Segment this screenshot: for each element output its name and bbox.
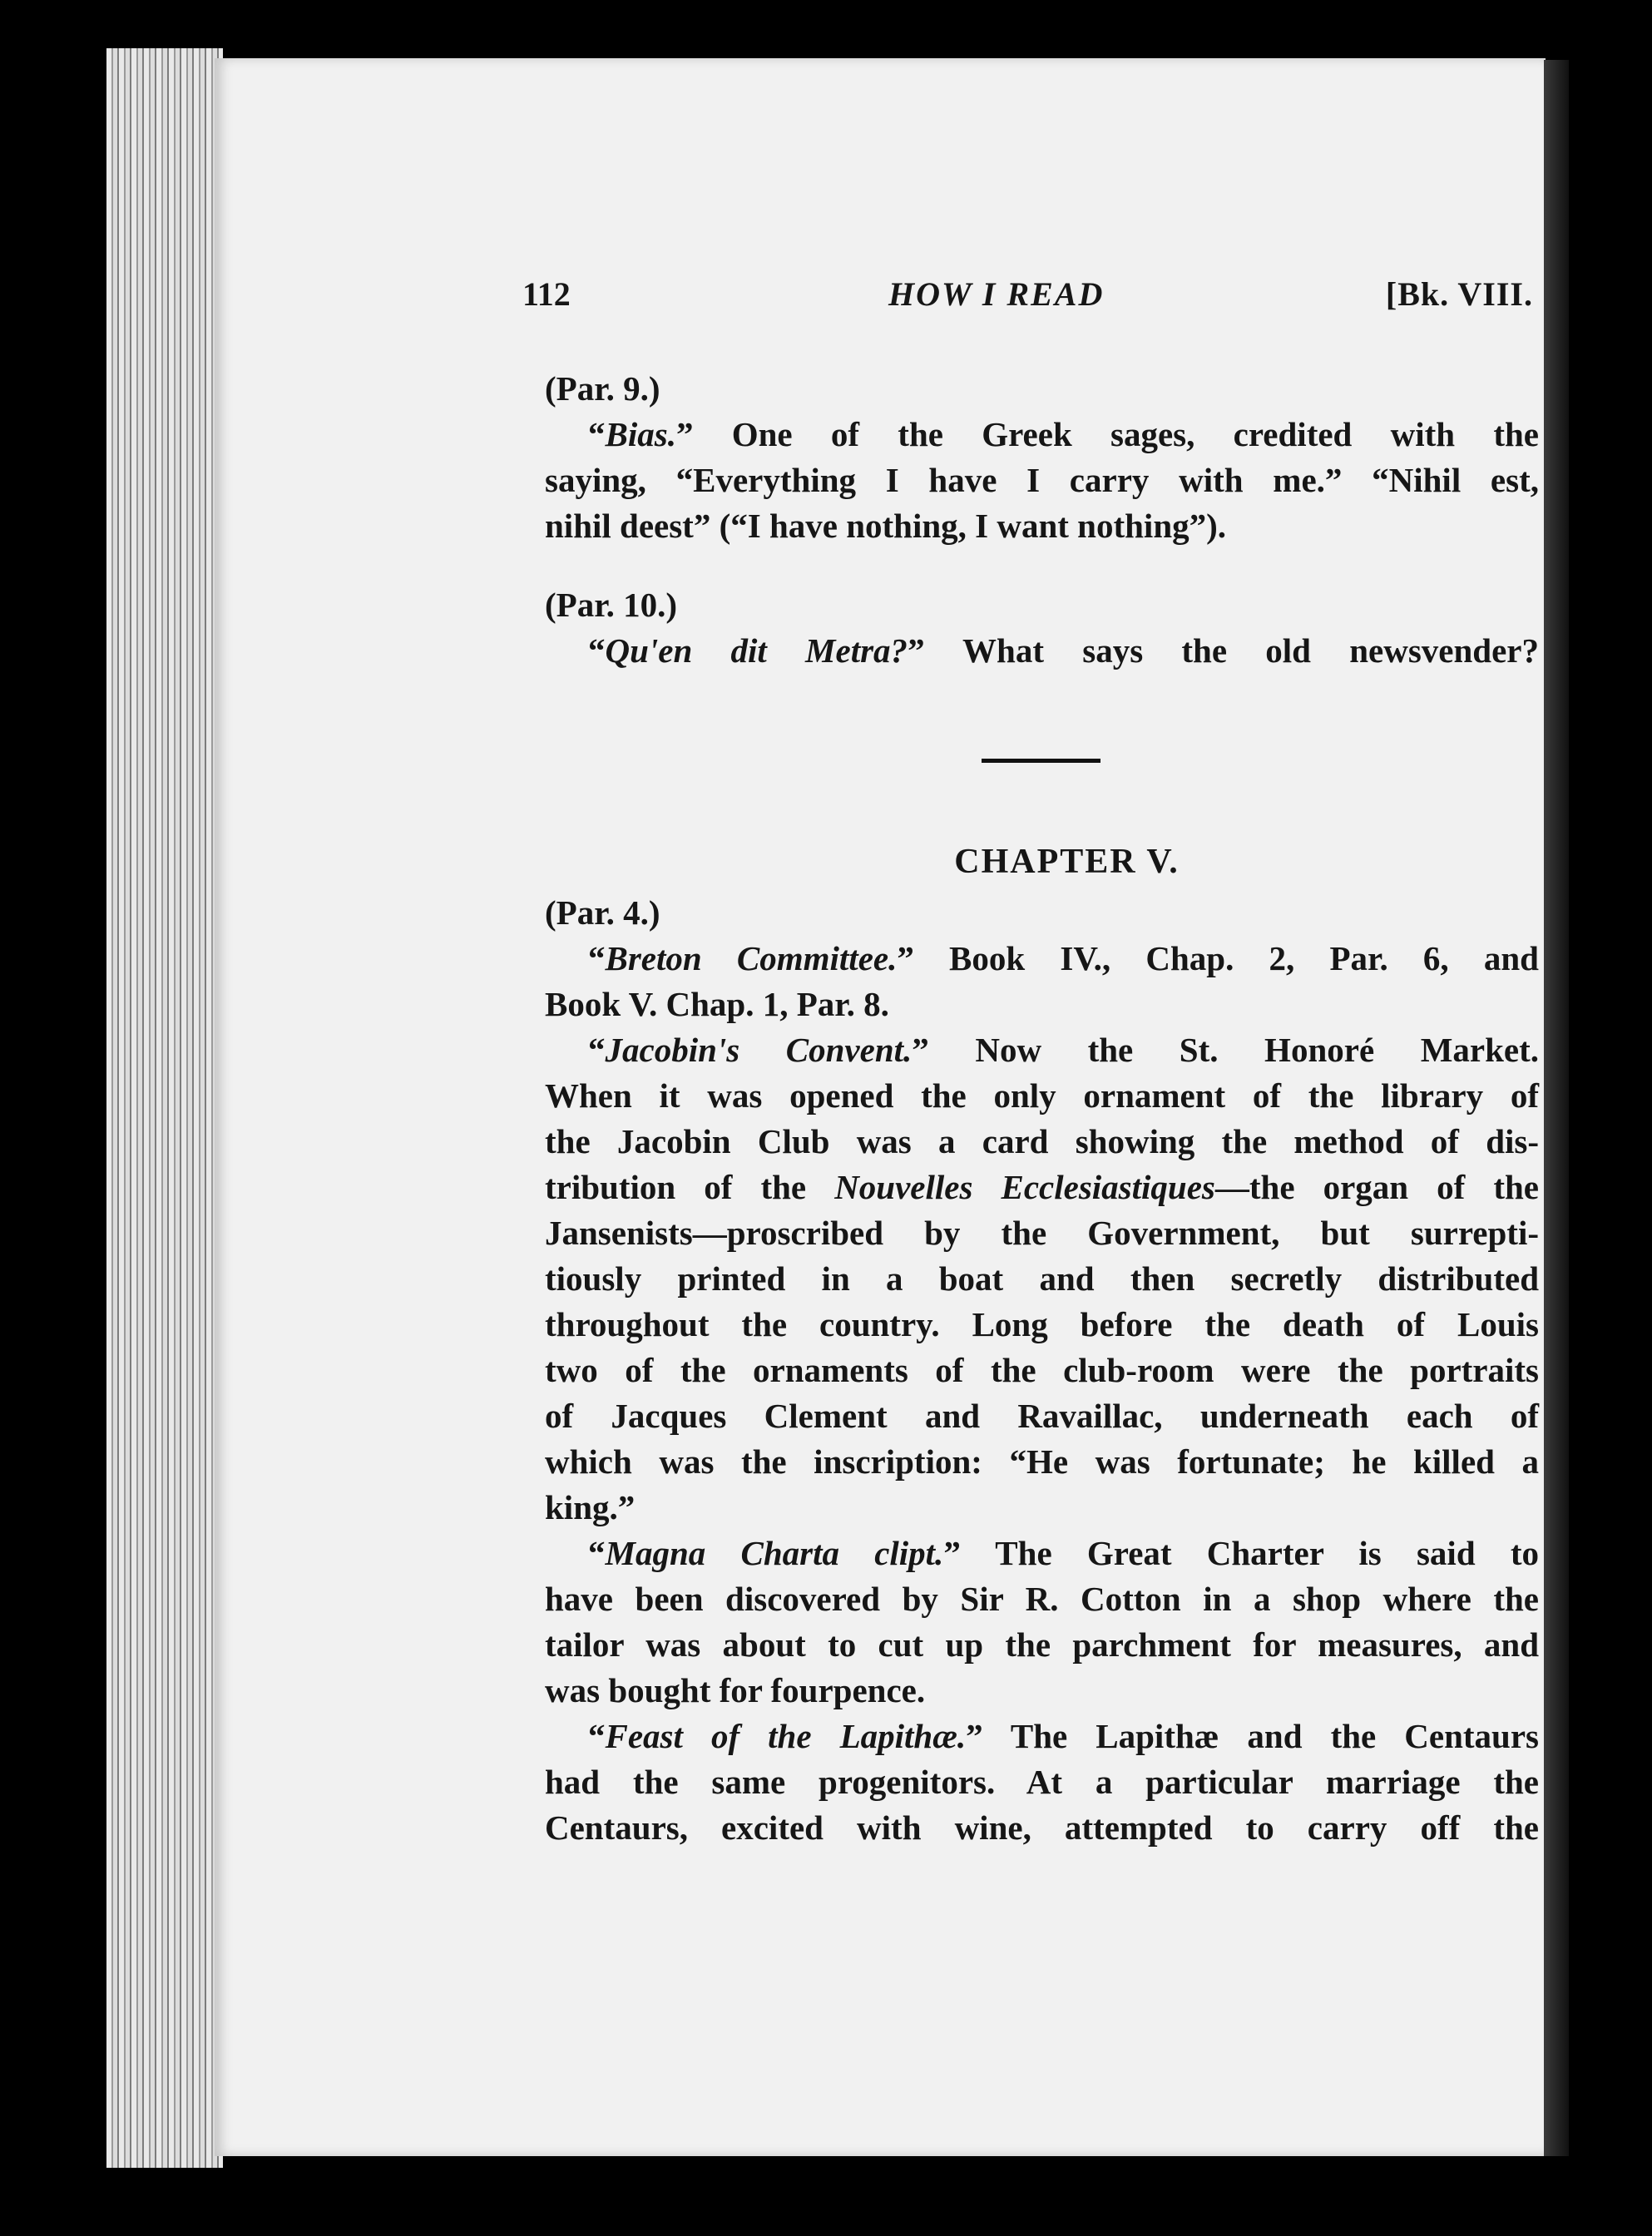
text-line: Book V. Chap. 1, Par. 8.: [545, 985, 889, 1023]
text-line: the Jacobin Club was a card showing the method of dis-: [545, 1122, 1539, 1160]
text-line: tribution of the Nouvelles Ecclesiastiques—the organ of the: [545, 1168, 1539, 1206]
text-line: “Feast of the Lapithæ.” The Lapithæ and the Centaurs: [588, 1717, 1539, 1755]
text-line: “Magna Charta clipt.” The Great Charter is said to: [588, 1534, 1539, 1572]
text-line: was bought for fourpence.: [545, 1671, 926, 1709]
text-line: “Breton Committee.” Book IV., Chap. 2, Par. 6, and: [588, 939, 1539, 977]
page-shadow-edge: [1544, 60, 1569, 2156]
text-line: tailor was about to cut up the parchment for measures, and: [545, 1625, 1539, 1664]
chapter-body: [545, 890, 1539, 1851]
text-line: saying, “Everything I have I carry with me.” “Nihil est,: [545, 461, 1539, 499]
section-par-9: [545, 366, 1539, 549]
book-marker: [Bk. VIII.: [1385, 275, 1533, 313]
page-number: 112: [522, 275, 571, 313]
running-head: [522, 275, 1533, 324]
chapter-heading: CHAPTER V.: [954, 843, 1180, 881]
text-line: When it was opened the only ornament of the library of: [545, 1076, 1539, 1115]
running-title: HOW I READ: [888, 275, 1105, 313]
text-line: nihil deest” (“I have nothing, I want nothing”).: [545, 507, 1227, 545]
text-line: king.”: [545, 1488, 636, 1526]
section-par-10: [545, 582, 1539, 674]
text-line: two of the ornaments of the club-room were the portraits: [545, 1351, 1539, 1389]
text-line: have been discovered by Sir R. Cotton in a shop where the: [545, 1580, 1539, 1618]
text-line: “Bias.” One of the Greek sages, credited with the: [588, 415, 1539, 453]
text-line: which was the inscription: “He was fortunate; he killed a: [545, 1442, 1539, 1481]
text-line: tiously printed in a boat and then secretly distributed: [545, 1259, 1539, 1298]
text-line: “Jacobin's Convent.” Now the St. Honoré Market.: [588, 1031, 1539, 1069]
section-divider: [982, 759, 1101, 763]
section-label: (Par. 9.): [545, 369, 660, 408]
section-label: (Par. 4.): [545, 893, 660, 932]
text-line: Centaurs, excited with wine, attempted to carry off the: [545, 1808, 1539, 1847]
text-line: Jansenists—proscribed by the Government, but surrepti-: [545, 1214, 1539, 1252]
text-line: throughout the country. Long before the death of Louis: [545, 1305, 1539, 1343]
page-edges: [106, 48, 223, 2168]
section-label: (Par. 10.): [545, 586, 678, 624]
text-line: had the same progenitors. At a particular marriage the: [545, 1763, 1539, 1801]
text-line: “Qu'en dit Metra?” What says the old newsvender?: [588, 631, 1539, 670]
text-line: of Jacques Clement and Ravaillac, underneath each of: [545, 1397, 1539, 1435]
